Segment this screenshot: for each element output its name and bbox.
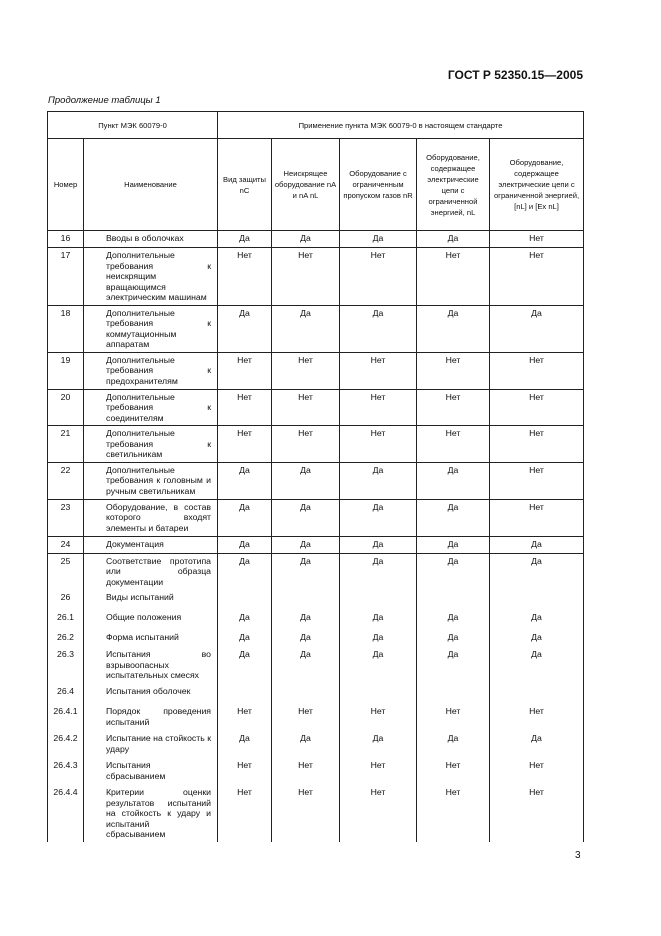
row-number: 24 (48, 536, 84, 553)
applicability-cell (340, 684, 417, 704)
applicability-cell: Нет (417, 426, 490, 463)
table-row (48, 553, 584, 590)
applicability-cell: Нет (490, 499, 584, 536)
applicability-cell (417, 684, 490, 704)
applicability-cell: Нет (272, 785, 340, 842)
applicability-cell: Нет (218, 426, 272, 463)
applicability-cell: Да (490, 731, 584, 758)
applicability-cell: Нет (490, 758, 584, 785)
column-header-nl: Оборудование, содержащее электрические цепи с ограниченной энергией, nL (417, 139, 490, 231)
group-header-application: Применение пункта МЭК 60079-0 в настоящем стандарте (218, 112, 584, 139)
row-number: 26.2 (48, 630, 84, 647)
row-name: Испытания сбрасыванием (84, 758, 218, 785)
row-number: 20 (48, 389, 84, 426)
column-header-nl-ex: Оборудование, содержащее электрические цепи с ограниченной энергией, [nL] и [Ex nL] (490, 139, 584, 231)
applicability-cell: Нет (272, 389, 340, 426)
applicability-cell: Да (218, 305, 272, 352)
applicability-cell: Нет (340, 758, 417, 785)
applicability-cell (417, 590, 490, 610)
applicability-cell: Нет (417, 704, 490, 731)
row-name: Испытания оболочек (84, 684, 218, 704)
row-number: 26.4.3 (48, 758, 84, 785)
applicability-cell: Нет (490, 785, 584, 842)
row-name: Дополнительные требования к коммутационным аппаратам (84, 305, 218, 352)
applicability-cell: Да (272, 610, 340, 630)
column-header-number: Номер (48, 139, 84, 231)
row-name: Критерии оценки результатов испытаний на стойкость к удару и испытаний сбрасыванием (84, 785, 218, 842)
applicability-cell: Да (417, 610, 490, 630)
column-header-nc: Вид защиты nC (218, 139, 272, 231)
row-number: 26.3 (48, 647, 84, 684)
row-name: Дополнительные требования к головным и ручным светильникам (84, 462, 218, 499)
row-number: 23 (48, 499, 84, 536)
row-name: Испытание на стойкость к удару (84, 731, 218, 758)
applicability-cell: Да (218, 499, 272, 536)
table-row (48, 389, 584, 426)
applicability-cell: Нет (417, 389, 490, 426)
row-name: Соответствие прототипа или образца документации (84, 553, 218, 590)
applicability-cell: Нет (218, 785, 272, 842)
applicability-cell: Да (340, 231, 417, 248)
table-row (48, 758, 584, 785)
applicability-cell: Нет (340, 352, 417, 389)
applicability-cell: Да (272, 499, 340, 536)
table-continuation-caption: Продолжение таблицы 1 (48, 95, 161, 106)
row-number: 26.4 (48, 684, 84, 704)
row-number: 26.4.4 (48, 785, 84, 842)
applicability-cell: Нет (272, 426, 340, 463)
table-row (48, 462, 584, 499)
applicability-cell: Да (490, 610, 584, 630)
row-number: 18 (48, 305, 84, 352)
applicability-cell: Да (340, 536, 417, 553)
applicability-cell: Да (272, 305, 340, 352)
applicability-cell: Да (272, 630, 340, 647)
row-number: 17 (48, 248, 84, 306)
table-row (48, 704, 584, 731)
applicability-cell: Да (272, 731, 340, 758)
applicability-cell: Да (490, 536, 584, 553)
applicability-cell: Нет (272, 758, 340, 785)
row-name: Дополнительные требования к предохранителям (84, 352, 218, 389)
applicability-cell: Нет (272, 704, 340, 731)
applicability-cell: Да (272, 647, 340, 684)
applicability-cell: Нет (490, 389, 584, 426)
applicability-cell: Да (218, 630, 272, 647)
table-row (48, 305, 584, 352)
table-row (48, 590, 584, 610)
table-row (48, 231, 584, 248)
table-row (48, 684, 584, 704)
group-header-iec-clause: Пункт МЭК 60079-0 (48, 112, 218, 139)
applicability-cell: Да (490, 630, 584, 647)
applicability-cell: Да (340, 553, 417, 590)
applicability-cell: Нет (490, 462, 584, 499)
column-header-name: Наименование (84, 139, 218, 231)
requirements-table (47, 111, 584, 842)
applicability-cell: Да (340, 647, 417, 684)
row-name: Документация (84, 536, 218, 553)
row-name: Дополнительные требования к неискрящим вращающимся электрическим машинам (84, 248, 218, 306)
row-name: Форма испытаний (84, 630, 218, 647)
applicability-cell: Да (490, 305, 584, 352)
applicability-cell: Да (490, 647, 584, 684)
applicability-cell: Да (218, 610, 272, 630)
row-name: Общие положения (84, 610, 218, 630)
row-number: 22 (48, 462, 84, 499)
applicability-cell: Да (340, 630, 417, 647)
column-header-nr: Оборудование с ограниченным пропуском газов nR (340, 139, 417, 231)
applicability-cell: Да (417, 231, 490, 248)
table-row (48, 647, 584, 684)
applicability-cell: Нет (490, 248, 584, 306)
applicability-cell (218, 590, 272, 610)
applicability-cell: Да (490, 553, 584, 590)
table-row (48, 630, 584, 647)
applicability-cell: Да (272, 231, 340, 248)
row-number: 16 (48, 231, 84, 248)
applicability-cell: Нет (417, 758, 490, 785)
applicability-cell: Да (340, 462, 417, 499)
applicability-cell: Нет (490, 426, 584, 463)
applicability-cell: Да (340, 610, 417, 630)
row-name: Виды испытаний (84, 590, 218, 610)
applicability-cell: Да (218, 462, 272, 499)
table-row (48, 785, 584, 842)
applicability-cell: Да (417, 499, 490, 536)
applicability-cell: Нет (340, 785, 417, 842)
row-number: 26.4.1 (48, 704, 84, 731)
row-number: 21 (48, 426, 84, 463)
applicability-cell (490, 684, 584, 704)
applicability-cell: Нет (272, 352, 340, 389)
applicability-cell: Нет (490, 231, 584, 248)
applicability-cell: Да (218, 731, 272, 758)
applicability-cell: Да (272, 553, 340, 590)
table-row (48, 610, 584, 630)
row-number: 26.1 (48, 610, 84, 630)
applicability-cell: Да (417, 647, 490, 684)
applicability-cell: Нет (218, 352, 272, 389)
applicability-cell: Нет (417, 352, 490, 389)
row-name: Испытания во взрывоопасных испытательных смесях (84, 647, 218, 684)
applicability-cell: Нет (340, 389, 417, 426)
row-number: 25 (48, 553, 84, 590)
applicability-cell: Да (417, 731, 490, 758)
table-row (48, 536, 584, 553)
applicability-cell: Нет (218, 704, 272, 731)
row-name: Дополнительные требования к светильникам (84, 426, 218, 463)
applicability-cell: Нет (218, 758, 272, 785)
table-row (48, 248, 584, 306)
applicability-cell: Да (417, 553, 490, 590)
applicability-cell: Нет (272, 248, 340, 306)
applicability-cell: Да (272, 462, 340, 499)
table-row (48, 731, 584, 758)
row-name: Вводы в оболочках (84, 231, 218, 248)
table-row (48, 426, 584, 463)
row-number: 19 (48, 352, 84, 389)
applicability-cell: Да (340, 731, 417, 758)
applicability-cell (272, 684, 340, 704)
applicability-cell: Да (340, 305, 417, 352)
applicability-cell: Нет (218, 389, 272, 426)
row-number: 26.4.2 (48, 731, 84, 758)
applicability-cell: Да (218, 553, 272, 590)
row-name: Дополнительные требования к соединителям (84, 389, 218, 426)
row-name: Порядок проведения испытаний (84, 704, 218, 731)
applicability-cell (218, 684, 272, 704)
applicability-cell: Нет (417, 248, 490, 306)
applicability-cell: Нет (340, 248, 417, 306)
applicability-cell: Нет (340, 426, 417, 463)
row-number: 26 (48, 590, 84, 610)
applicability-cell: Да (218, 647, 272, 684)
applicability-cell: Нет (417, 785, 490, 842)
applicability-cell: Нет (490, 704, 584, 731)
applicability-cell: Да (417, 305, 490, 352)
applicability-cell: Да (417, 462, 490, 499)
applicability-cell: Да (218, 536, 272, 553)
page-number: 3 (575, 850, 581, 861)
table-body (48, 231, 584, 842)
applicability-cell: Да (340, 499, 417, 536)
applicability-cell: Да (417, 536, 490, 553)
applicability-cell: Нет (490, 352, 584, 389)
applicability-cell: Да (272, 536, 340, 553)
table-row (48, 352, 584, 389)
document-code: ГОСТ Р 52350.15—2005 (447, 68, 583, 82)
applicability-cell: Нет (218, 248, 272, 306)
applicability-cell (272, 590, 340, 610)
applicability-cell: Да (417, 630, 490, 647)
table-row (48, 499, 584, 536)
row-name: Оборудование, в состав которого входят элементы и батареи (84, 499, 218, 536)
applicability-cell (490, 590, 584, 610)
applicability-cell: Да (218, 231, 272, 248)
applicability-cell (340, 590, 417, 610)
column-header-na: Неискрящее оборудование nA и nA nL (272, 139, 340, 231)
applicability-cell: Нет (340, 704, 417, 731)
